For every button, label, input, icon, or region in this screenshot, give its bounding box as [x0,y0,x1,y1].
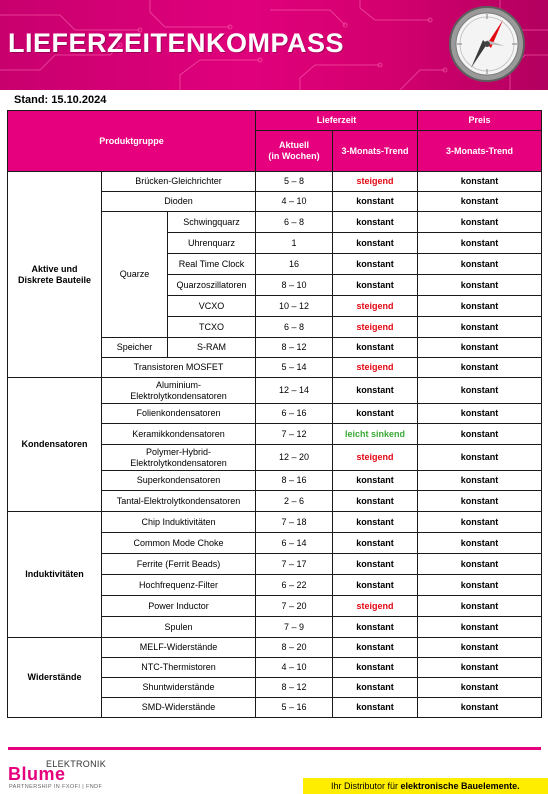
weeks-value: 4 – 10 [256,192,333,212]
product-name: MELF-Widerstände [102,638,256,658]
product-name: Chip Induktivitäten [102,512,256,533]
lieferzeiten-table [7,110,542,718]
product-name: Shuntwiderstände [102,678,256,698]
preis-trend: konstant [418,378,542,404]
weeks-value: 5 – 14 [256,358,333,378]
weeks-value: 12 – 20 [256,445,333,471]
group-widerstaende: Widerstände [8,638,102,718]
weeks-value: 16 [256,254,333,275]
preis-trend: konstant [418,275,542,296]
weeks-value: 10 – 12 [256,296,333,317]
group-aktive-line1: Aktive und [31,263,78,274]
weeks-value: 7 – 18 [256,512,333,533]
product-name-line1: Aluminium- [156,379,202,390]
table-row [8,378,542,404]
lieferzeit-trend: konstant [333,554,418,575]
col-aktuell-line2: (in Wochen) [268,151,320,161]
preis-trend: konstant [418,575,542,596]
logo-elektronik-text: ELEKTRONIK [46,759,107,769]
weeks-value: 8 – 20 [256,638,333,658]
lieferzeit-trend: steigend [333,596,418,617]
weeks-value: 6 – 16 [256,404,333,424]
preis-trend: konstant [418,471,542,491]
lieferzeit-trend: steigend [333,296,418,317]
product-name: Uhrenquarz [168,233,256,254]
weeks-value: 4 – 10 [256,658,333,678]
lieferzeit-trend: konstant [333,275,418,296]
weeks-value: 6 – 8 [256,212,333,233]
table-row [8,512,542,533]
lieferzeit-trend: konstant [333,471,418,491]
preis-trend: konstant [418,172,542,192]
weeks-value: 5 – 8 [256,172,333,192]
product-name: Common Mode Choke [102,533,256,554]
preis-trend: konstant [418,445,542,471]
tagline-bold: elektronische Bauelemente. [400,781,520,791]
lieferzeit-trend: konstant [333,192,418,212]
lieferzeit-trend: konstant [333,212,418,233]
lieferzeit-trend: konstant [333,638,418,658]
preis-trend: konstant [418,233,542,254]
footer-divider [8,747,541,750]
weeks-value: 1 [256,233,333,254]
lieferzeit-trend: konstant [333,338,418,358]
weeks-value: 5 – 16 [256,698,333,718]
weeks-value: 6 – 8 [256,317,333,338]
lieferzeit-trend: konstant [333,233,418,254]
product-name: VCXO [168,296,256,317]
weeks-value: 12 – 14 [256,378,333,404]
product-name: SMD-Widerstände [102,698,256,718]
preis-trend: konstant [418,317,542,338]
preis-trend: konstant [418,512,542,533]
product-name: Quarzoszillatoren [168,275,256,296]
lieferzeit-trend: konstant [333,491,418,512]
table-row [8,172,542,192]
subgroup-quarze: Quarze [102,212,168,338]
preis-trend: konstant [418,638,542,658]
col-aktuell-line1: Aktuell [279,140,310,150]
group-aktive [8,172,102,378]
lieferzeit-trend: steigend [333,358,418,378]
product-name-line1: Polymer-Hybrid- [146,446,212,457]
product-name: Folienkondensatoren [102,404,256,424]
preis-trend: konstant [418,617,542,638]
lieferzeit-trend: konstant [333,678,418,698]
preis-trend: konstant [418,678,542,698]
group-induktivitaeten: Induktivitäten [8,512,102,638]
weeks-value: 8 – 10 [256,275,333,296]
preis-trend: konstant [418,424,542,445]
product-name: TCXO [168,317,256,338]
product-name: Transistoren MOSFET [102,358,256,378]
subgroup-speicher: Speicher [102,338,168,358]
preis-trend: konstant [418,212,542,233]
weeks-value: 7 – 17 [256,554,333,575]
lieferzeit-trend: steigend [333,445,418,471]
preis-trend: konstant [418,296,542,317]
weeks-value: 8 – 12 [256,338,333,358]
preis-trend: konstant [418,491,542,512]
lieferzeit-trend: konstant [333,658,418,678]
weeks-value: 8 – 16 [256,471,333,491]
col-produktgruppe: Produktgruppe [8,111,256,172]
preis-trend: konstant [418,404,542,424]
product-name: Tantal-Elektrolytkondensatoren [102,491,256,512]
lieferzeit-trend: konstant [333,404,418,424]
product-name: Keramikkondensatoren [102,424,256,445]
product-name-line2: Elektrolytkondensatoren [130,390,227,401]
lieferzeit-trend: konstant [333,617,418,638]
product-name: Brücken-Gleichrichter [102,172,256,192]
lieferzeit-trend: steigend [333,172,418,192]
lieferzeit-trend: konstant [333,533,418,554]
preis-trend: konstant [418,358,542,378]
preis-trend: konstant [418,533,542,554]
preis-trend: konstant [418,338,542,358]
weeks-value: 6 – 22 [256,575,333,596]
col-trend-preis: 3-Monats-Trend [418,131,542,172]
preis-trend: konstant [418,596,542,617]
weeks-value: 8 – 12 [256,678,333,698]
lieferzeit-trend: konstant [333,575,418,596]
preis-trend: konstant [418,698,542,718]
product-name: Ferrite (Ferrit Beads) [102,554,256,575]
preis-trend: konstant [418,192,542,212]
product-name-line2: Elektrolytkondensatoren [130,457,227,468]
preis-trend: konstant [418,658,542,678]
header-row-1 [8,111,542,131]
col-lieferzeit: Lieferzeit [256,111,418,131]
preis-trend: konstant [418,554,542,575]
table-row [8,638,542,658]
weeks-value: 2 – 6 [256,491,333,512]
lieferzeit-trend: konstant [333,254,418,275]
preis-trend: konstant [418,254,542,275]
weeks-value: 6 – 14 [256,533,333,554]
lieferzeit-trend: konstant [333,512,418,533]
compass-icon [447,4,527,84]
col-preis: Preis [418,111,542,131]
product-name: Real Time Clock [168,254,256,275]
product-name [102,445,256,471]
lieferzeit-trend: konstant [333,378,418,404]
group-kondensatoren: Kondensatoren [8,378,102,512]
weeks-value: 7 – 20 [256,596,333,617]
logo-subline: PARTNERSHIP IN FXOFI | FNDF [9,784,103,790]
weeks-value: 7 – 9 [256,617,333,638]
col-aktuell [256,131,333,172]
lieferzeit-trend: leicht sinkend [333,424,418,445]
blume-logo[interactable]: Blume [8,764,66,784]
group-aktive-line2: Diskrete Bauteile [17,274,92,285]
lieferzeit-trend: steigend [333,317,418,338]
tagline-prefix: Ihr Distributor für [331,781,401,791]
col-trend-lieferzeit: 3-Monats-Trend [333,131,418,172]
product-name: Spulen [102,617,256,638]
product-name [102,378,256,404]
weeks-value: 7 – 12 [256,424,333,445]
product-name: Superkondensatoren [102,471,256,491]
product-name: NTC-Thermistoren [102,658,256,678]
lieferzeit-trend: konstant [333,698,418,718]
product-name: Hochfrequenz-Filter [102,575,256,596]
stand-date: Stand: 15.10.2024 [14,94,107,106]
product-name: Schwingquarz [168,212,256,233]
product-name: S-RAM [168,338,256,358]
header-banner [0,0,548,90]
product-name: Power Inductor [102,596,256,617]
product-name: Dioden [102,192,256,212]
page-title: LIEFERZEITENKOMPASS [8,28,345,58]
distributor-tagline [303,778,548,794]
